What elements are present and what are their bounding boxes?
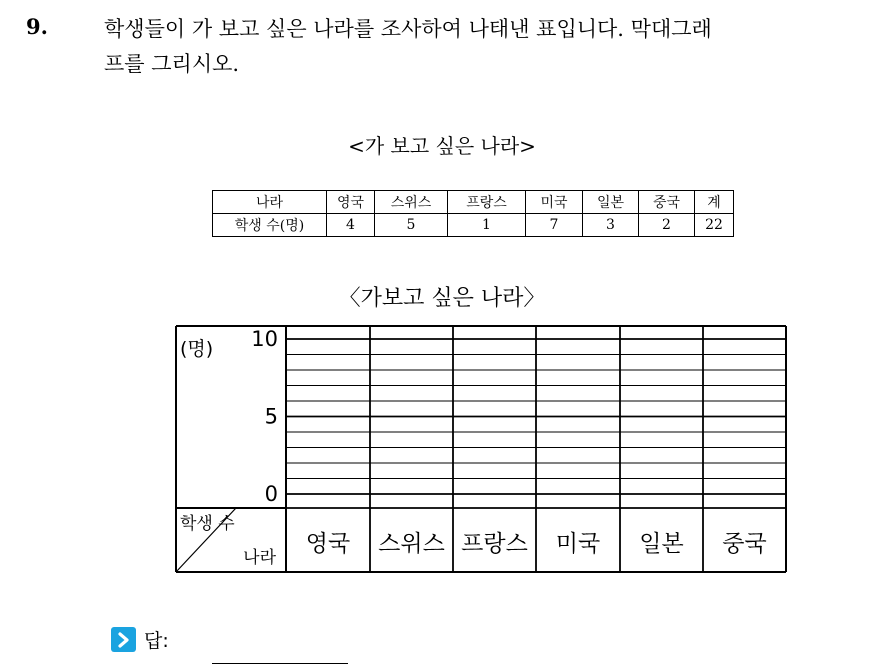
header-cell: 미국 bbox=[526, 191, 583, 214]
header-cell: 일본 bbox=[583, 191, 639, 214]
data-cell: 5 bbox=[375, 214, 448, 237]
category-label: 일본 bbox=[639, 531, 684, 557]
data-cell: 1 bbox=[448, 214, 526, 237]
data-cell: 2 bbox=[639, 214, 695, 237]
question-text-line2: 프를 그리시오. bbox=[104, 52, 240, 76]
question-text-line1: 학생들이 가 보고 싶은 나라를 조사하여 나태낸 표입니다. 막대그래 bbox=[104, 17, 712, 41]
header-cell: 중국 bbox=[639, 191, 695, 214]
data-cell: 22 bbox=[695, 214, 734, 237]
data-cell: 학생 수(명) bbox=[213, 214, 327, 237]
answer-area bbox=[111, 626, 169, 653]
header-cell: 계 bbox=[695, 191, 734, 214]
y-tick-label: 0 bbox=[264, 482, 278, 506]
answer-label: 답: bbox=[144, 630, 169, 652]
question-number: 9. bbox=[26, 14, 48, 39]
y-unit-label: (명) bbox=[180, 338, 214, 360]
chevron-right-icon bbox=[111, 627, 136, 652]
header-cell: 프랑스 bbox=[448, 191, 526, 214]
corner-label-students: 학생 수 bbox=[180, 514, 235, 534]
answer-blank[interactable] bbox=[212, 663, 348, 664]
data-cell: 7 bbox=[526, 214, 583, 237]
header-cell: 나라 bbox=[213, 191, 327, 214]
data-cell: 3 bbox=[583, 214, 639, 237]
category-label: 스위스 bbox=[378, 531, 445, 557]
category-label: 미국 bbox=[555, 531, 601, 557]
data-cell: 4 bbox=[327, 214, 375, 237]
corner-label-country: 나라 bbox=[243, 548, 276, 568]
category-label: 영국 bbox=[305, 531, 351, 557]
category-label: 중국 bbox=[722, 531, 767, 557]
graph-title: 〈가보고 싶은 나라〉 bbox=[338, 286, 546, 311]
table-title: <가 보고 싶은 나라> bbox=[348, 134, 536, 158]
header-cell: 스위스 bbox=[375, 191, 448, 214]
header-cell: 영국 bbox=[327, 191, 375, 214]
category-label: 프랑스 bbox=[461, 531, 528, 557]
y-tick-label: 10 bbox=[251, 327, 278, 351]
y-tick-label: 5 bbox=[264, 404, 278, 429]
